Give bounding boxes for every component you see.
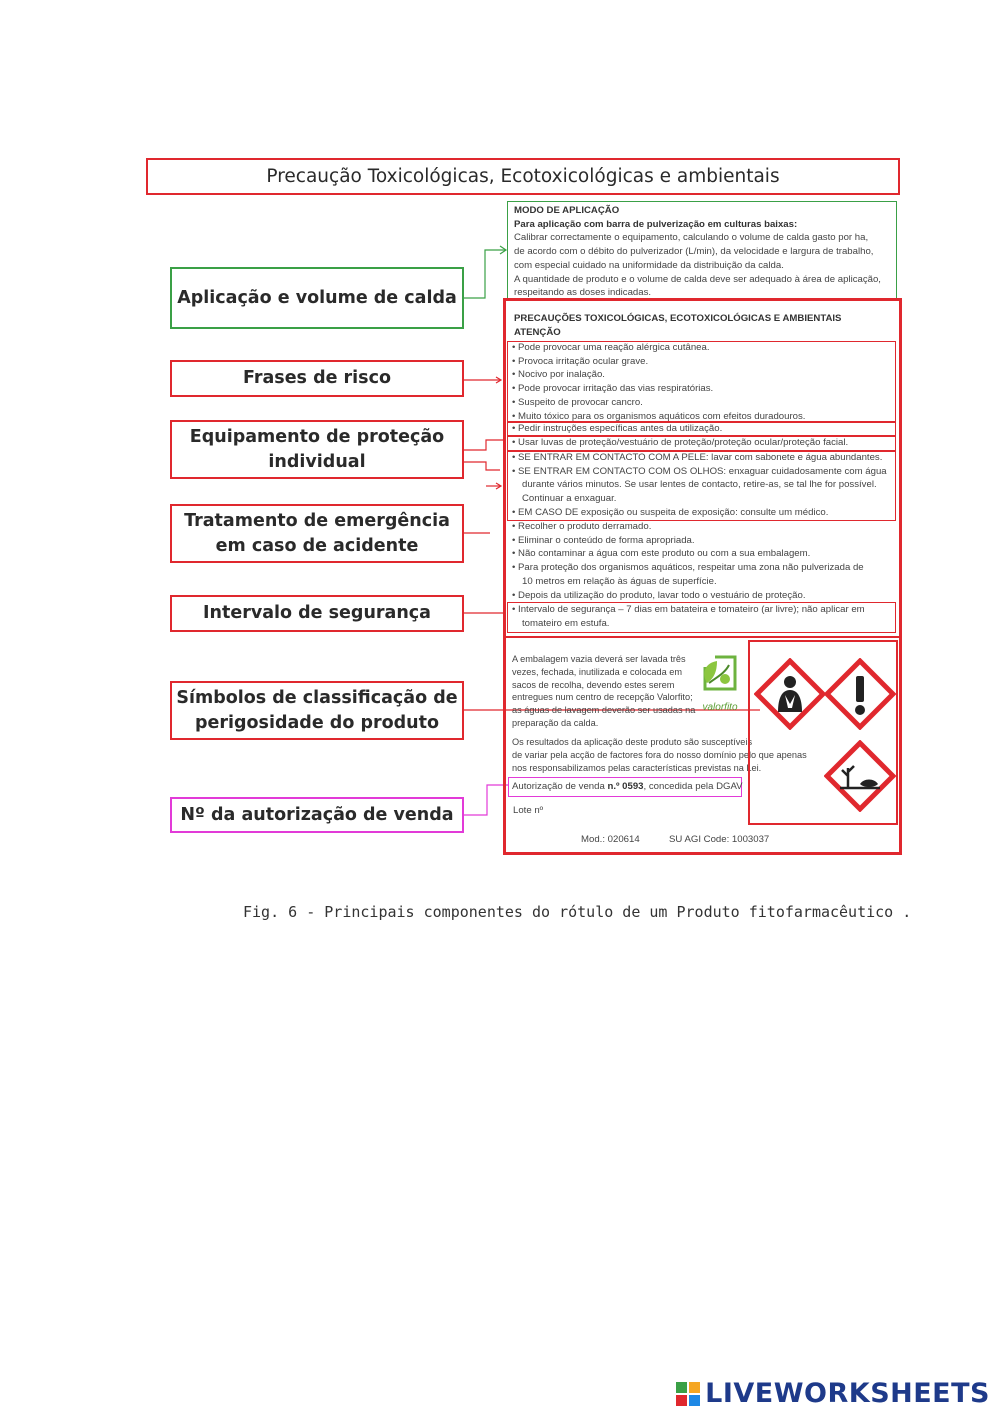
environment-phrase-cont: 10 metros em relação às águas de superfície. [522,575,717,587]
figure-title: Precaução Toxicológicas, Ecotoxicológicas e ambientais [146,158,900,195]
epi-phrase: • Usar luvas de proteção/vestuário de proteção/proteção ocular/proteção facial. [512,436,848,450]
environment-phrases [512,520,864,602]
brand-text: LIVEWORKSHEETS [705,1378,990,1409]
packaging-line: preparação da calda. [512,717,599,728]
results-line: Os resultados da aplicação deste produto são susceptíveis [512,737,753,747]
exclamation-icon [824,658,896,730]
emergency-phrase: • SE ENTRAR EM CONTACTO COM OS OLHOS: enxaguar cuidadosamente com água [512,465,887,479]
precautions-title: PRECAUÇÕES TOXICOLÓGICAS, ECOTOXICOLÓGICAS E AMBIENTAIS [514,313,842,324]
liveworksheets-brand [675,1378,990,1409]
packaging-line: sacos de recolha, devendo estes serem [512,679,675,690]
epi-phrase: • Pedir instruções específicas antes da utilização. [512,422,848,436]
environment-phrase: • Depois da utilização do produto, lavar todo o vestuário de proteção. [512,589,864,603]
authorization-suffix: , concedida pela DGAV [643,781,743,792]
packaging-text [512,653,695,730]
valorfito-logo [695,653,745,713]
modo-line: respeitando as doses indicadas. [514,287,652,299]
interval-phrase: • Intervalo de segurança – 7 dias em batateira e tomateiro (ar livre); não aplicar em [512,603,865,617]
risk-phrases [512,341,805,423]
packaging-line: as águas de lavagem deverão ser usadas na [512,705,696,716]
risk-phrase: • Nocivo por inalação. [512,368,805,382]
authorization-number: n.º 0593 [607,781,644,792]
risk-phrase: • Muito tóxico para os organismos aquáticos com efeitos duradouros. [512,410,805,424]
callout-intervalo: Intervalo de segurança [170,595,464,632]
emergency-phrases [512,451,887,520]
emergency-phrase: • EM CASO DE exposição ou suspeita de exposição: consulte um médico. [512,506,887,520]
figure-caption: Fig. 6 - Principais componentes do rótulo de um Produto fitofarmacêutico . [243,903,912,921]
risk-phrase: • Suspeito de provocar cancro. [512,396,805,410]
packaging-line: A embalagem vazia deverá ser lavada três [512,654,686,664]
modo-title: MODO DE APLICAÇÃO [514,205,620,216]
recycle-leaf-icon [695,653,745,699]
precautions-header [514,312,894,339]
callout-autorizacao: Nº da autorização de venda [170,797,464,833]
results-line: nos responsabilizamos pelas características previstas na Lei. [512,762,762,773]
interval-phrase-cont: tomateiro em estufa. [522,617,610,629]
emergency-phrase-cont: Continuar a enxaguar. [522,493,617,505]
modo-aplicacao-box [507,201,897,301]
modo-line: A quantidade de produto e o volume de calda deve ser adequado à área de aplicação, [514,273,881,285]
section-divider [505,636,900,638]
callout-epi: Equipamento de proteção individual [170,420,464,479]
packaging-line: vezes, fechada, inutilizada e colocada em [512,666,683,677]
environment-phrase: • Não contaminar a água com este produto ou com a sua embalagem. [512,547,864,561]
callout-aplicacao: Aplicação e volume de calda [170,267,464,329]
modo-line: Calibrar correctamente o equipamento, calculando o volume de calda gasto por ha, [514,232,869,244]
health-hazard-icon [754,658,826,730]
lote-label: Lote nº [513,805,544,816]
modo-subtitle: Para aplicação com barra de pulverização em culturas baixas: [514,218,798,230]
emergency-phrase-cont: durante vários minutos. Se usar lentes de contacto, retire-as, se tal lhe for possível. [522,479,877,491]
liveworksheets-logo-icon [675,1381,701,1407]
risk-phrase: • Provoca irritação ocular grave. [512,355,805,369]
su-agi-code: SU AGI Code: 1003037 [669,834,770,845]
authorization-prefix: Autorização de venda [512,781,608,792]
callout-simbolos: Símbolos de classificação de perigosidade do produto [170,681,464,740]
epi-phrases [512,422,848,449]
valorfito-text: valorfito [702,702,738,713]
modo-line: com especial cuidado na uniformidade da distribuição da calda. [514,259,784,271]
emergency-phrase: • SE ENTRAR EM CONTACTO COM A PELE: lavar com sabonete e água abundantes. [512,451,887,465]
risk-phrase: • Pode provocar uma reação alérgica cutânea. [512,341,805,355]
environment-phrase: • Para proteção dos organismos aquáticos, respeitar uma zona não pulverizada de [512,561,864,575]
environment-phrase: • Eliminar o conteúdo de forma apropriada. [512,534,864,548]
pictograms-box [748,640,898,825]
environment-icon [824,740,896,812]
results-line: de variar pela acção de factores fora do nosso domínio pelo que apenas [512,749,807,760]
authorization-box [508,777,742,797]
interval-text [512,603,865,630]
atencao-label: ATENÇÃO [514,326,561,338]
environment-phrase: • Recolher o produto derramado. [512,520,864,534]
callout-tratamento: Tratamento de emergência em caso de acidente [170,504,464,563]
modo-line: de acordo com o débito do pulverizador (L/min), da velocidade e largura de trabalho, [514,246,874,258]
mod-code: Mod.: 020614 [581,834,640,845]
packaging-line: entregues num centro de recepção Valorfito; [512,692,693,703]
callout-frases-risco: Frases de risco [170,360,464,397]
risk-phrase: • Pode provocar irritação das vias respiratórias. [512,382,805,396]
